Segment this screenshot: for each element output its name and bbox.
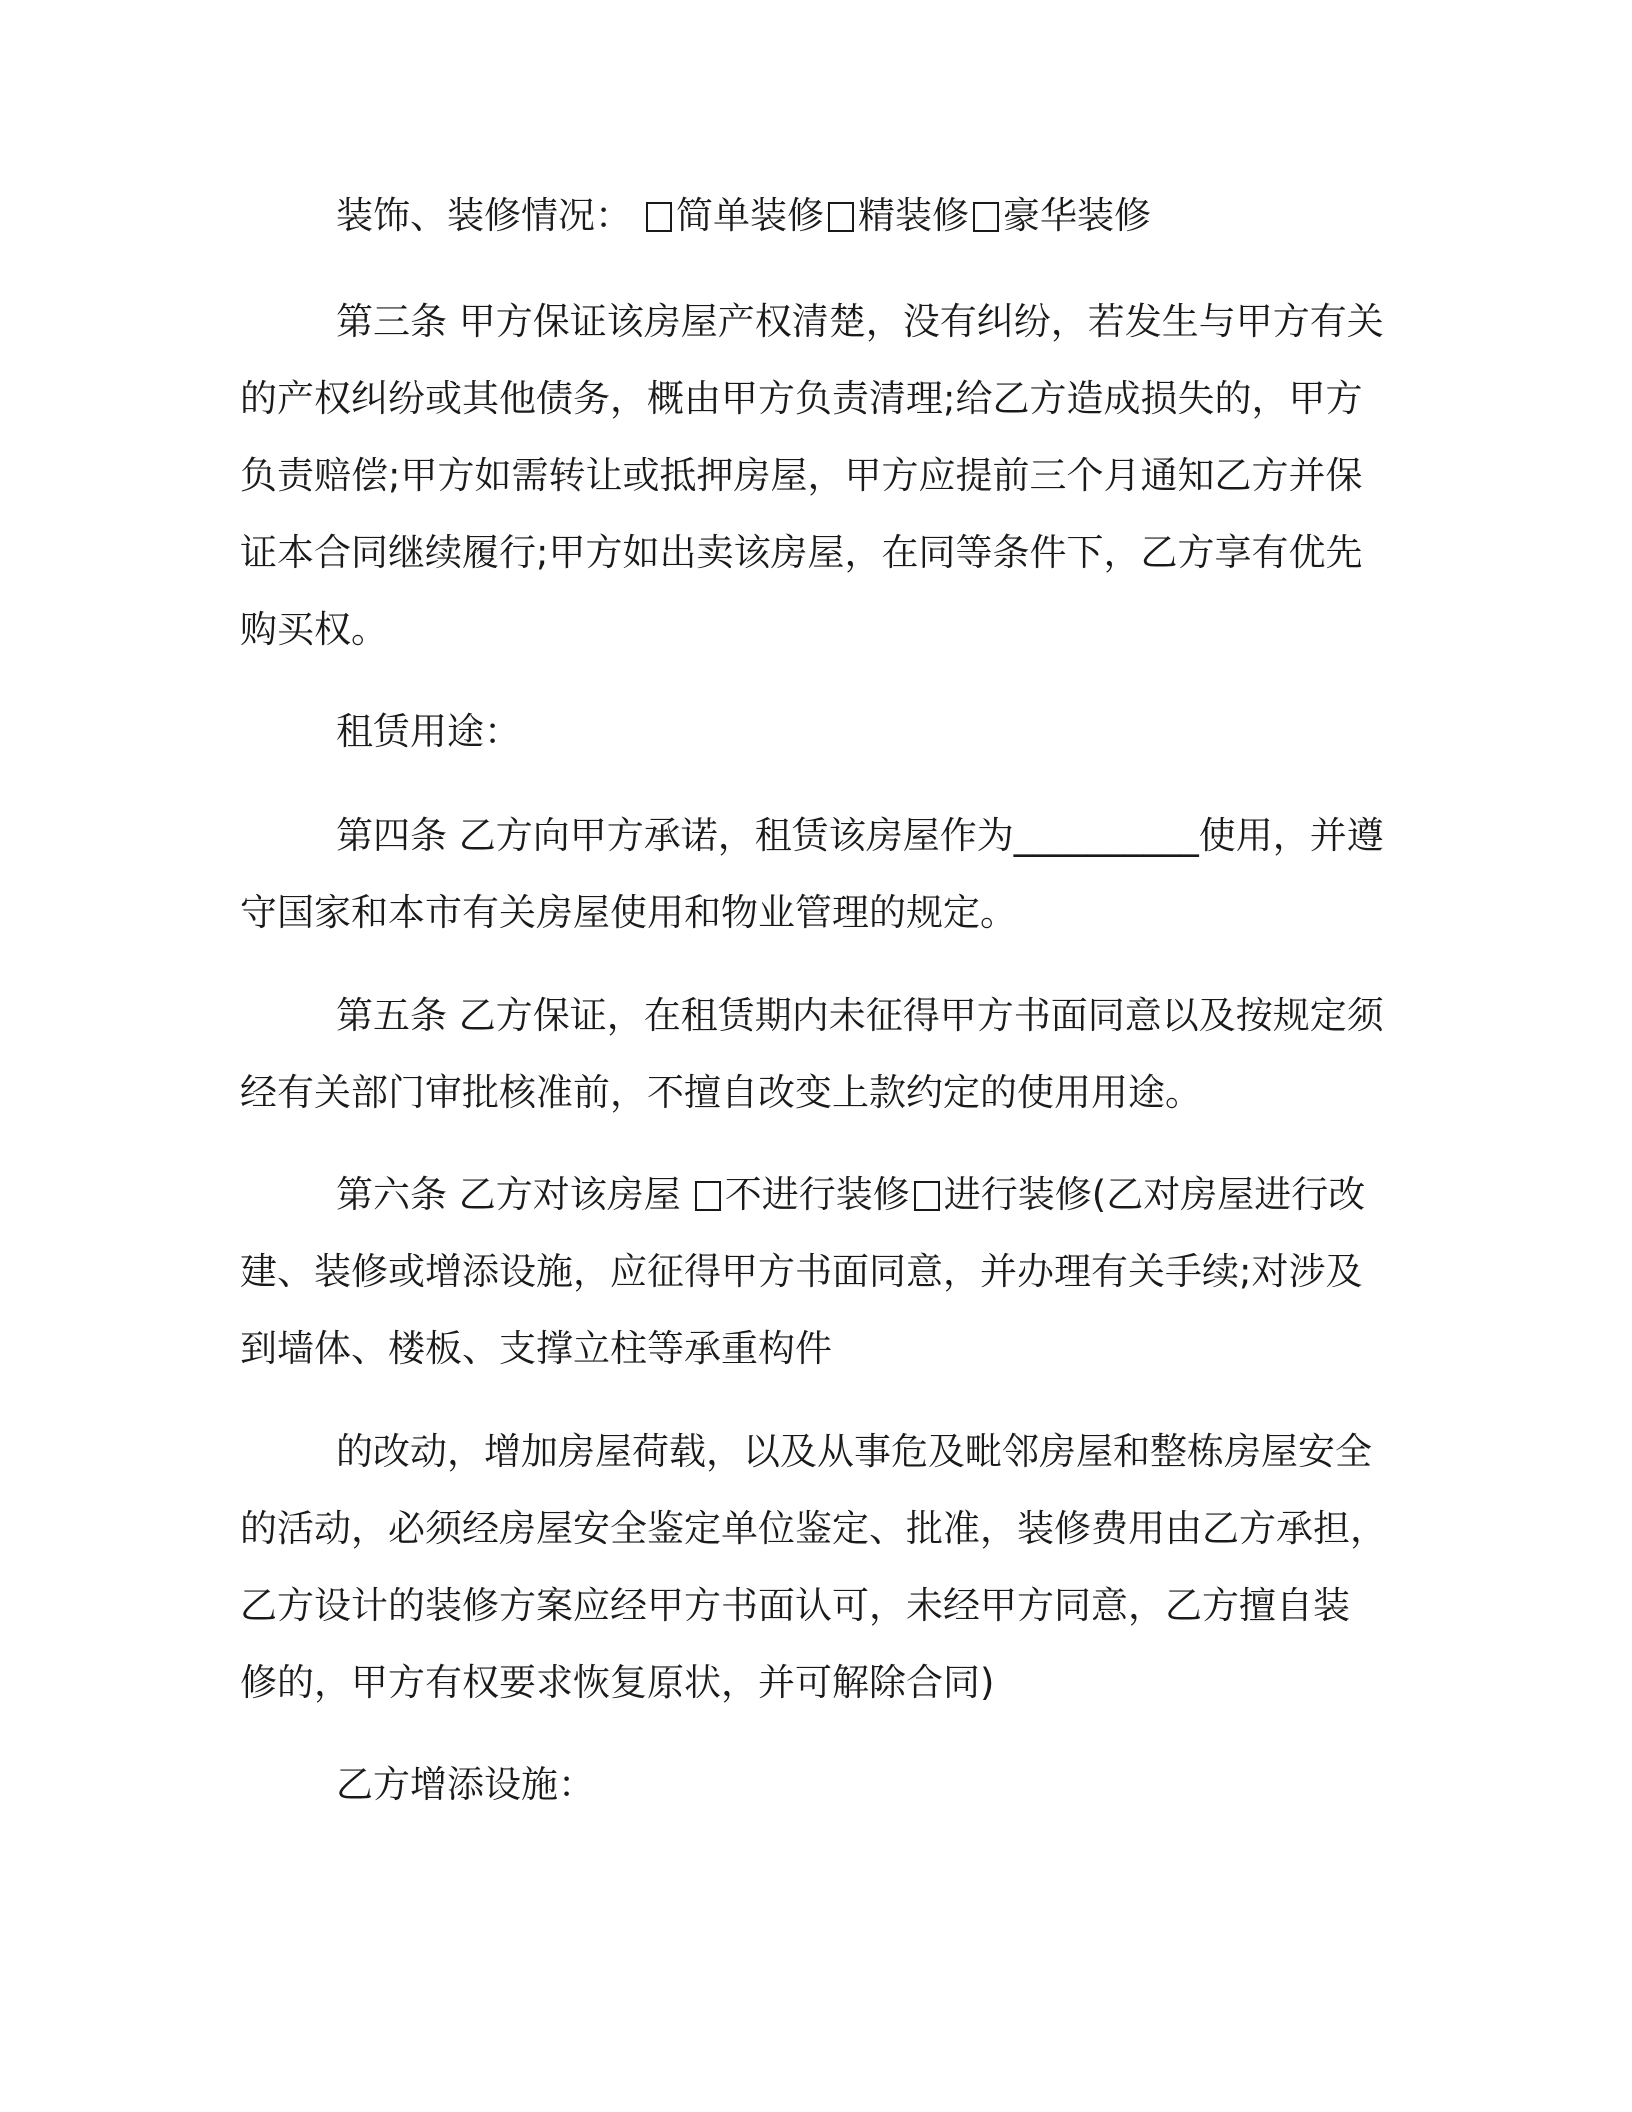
text-line: 购买权。 (240, 608, 388, 651)
text-line: 乙方设计的装修方案应经甲方书面认可，未经甲方同意，乙方擅自装 (240, 1584, 1350, 1627)
text-line: 第四条 乙方向甲方承诺，租赁该房屋作为__________使用，并遵 (336, 814, 1384, 857)
text-line: 乙方增添设施： (336, 1763, 595, 1806)
text-line: 租赁用途： (336, 710, 521, 753)
checkbox-no-decoration[interactable] (695, 1181, 721, 1211)
added-facilities-label (240, 1746, 1380, 1823)
decoration-status-paragraph (240, 177, 1380, 254)
option-no-decoration: 不进行装修 (724, 1173, 910, 1216)
text-line: 的活动，必须经房屋安全鉴定单位鉴定、批准，装修费用由乙方承担， (240, 1507, 1387, 1550)
decoration-label: 装饰、装修情况： (336, 194, 632, 237)
option-simple-decoration: 简单装修 (676, 194, 824, 237)
option-do-decoration: 进行装修(乙对房屋进行改 (943, 1173, 1366, 1216)
text-line: 第三条 甲方保证该房屋产权清楚，没有纠纷，若发生与甲方有关 (336, 300, 1384, 343)
text-line: 守国家和本市有关房屋使用和物业管理的规定。 (240, 891, 1017, 934)
article-4-paragraph (240, 797, 1384, 951)
text-line: 证本合同继续履行;甲方如出卖该房屋，在同等条件下，乙方享有优先 (240, 531, 1363, 574)
text-line: 经有关部门审批核准前，不擅自改变上款约定的使用用途。 (240, 1071, 1202, 1114)
article-6-prefix: 第六条 乙方对该房屋 (336, 1173, 681, 1216)
checkbox-fine-decoration[interactable] (828, 202, 854, 232)
article-3-paragraph (240, 283, 1384, 668)
text-line: 修的，甲方有权要求恢复原状，并可解除合同) (240, 1661, 995, 1704)
lease-usage-label (240, 693, 1380, 770)
article-5-paragraph (240, 977, 1384, 1131)
text-line: 的产权纠纷或其他债务，概由甲方负责清理;给乙方造成损失的，甲方 (240, 377, 1363, 420)
text-line: 到墙体、楼板、支撑立柱等承重构件 (240, 1327, 832, 1370)
text-line: 的改动，增加房屋荷载，以及从事危及毗邻房屋和整栋房屋安全 (336, 1430, 1372, 1473)
article-6-continuation (240, 1413, 1387, 1721)
text-line: 第五条 乙方保证，在租赁期内未征得甲方书面同意以及按规定须 (336, 994, 1384, 1037)
text-line: 建、装修或增添设施，应征得甲方书面同意，并办理有关手续;对涉及 (240, 1250, 1363, 1293)
option-luxury-decoration: 豪华装修 (1003, 194, 1151, 237)
checkbox-simple-decoration[interactable] (646, 202, 672, 232)
article-6-paragraph (240, 1156, 1380, 1387)
checkbox-do-decoration[interactable] (914, 1181, 940, 1211)
text-line: 负责赔偿;甲方如需转让或抵押房屋，甲方应提前三个月通知乙方并保 (240, 454, 1363, 497)
checkbox-luxury-decoration[interactable] (973, 202, 999, 232)
option-fine-decoration: 精装修 (858, 194, 969, 237)
